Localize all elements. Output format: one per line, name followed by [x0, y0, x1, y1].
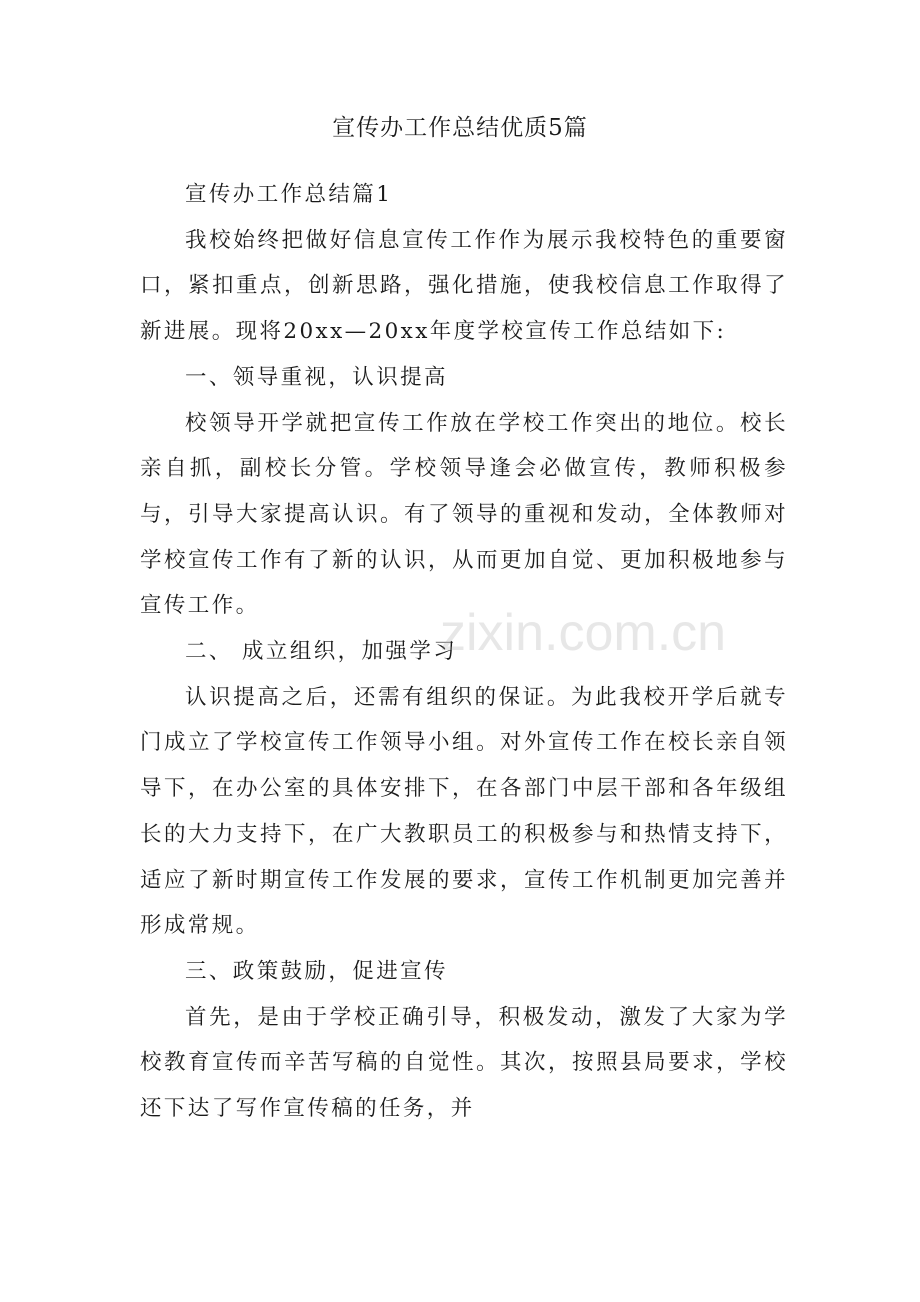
paragraph-1: 校领导开学就把宣传工作放在学校工作突出的地位。校长亲自抓，副校长分管。学校领导逢会必做宣传，教师积极参与，引导大家提高认识。有了领导的重视和发动，全体教师对学校宣传工作有了新的认识，从而更加自觉、更加积极地参与宣传工作。 — [140, 410, 788, 619]
heading-2: 二、 成立组织，加强学习 — [185, 639, 458, 665]
watermark: zixin.com.cn — [440, 604, 727, 662]
paragraph-intro: 我校始终把做好信息宣传工作作为展示我校特色的重要窗口，紧扣重点，创新思路，强化措施，使我校信息工作取得了新进展。现将20xx—20xx年度学校宣传工作总结如下: — [140, 227, 788, 345]
section-title: 宣传办工作总结篇1 — [185, 182, 393, 207]
paragraph-3: 首先，是由于学校正确引导，积极发动，激发了大家为学校教育宣传而辛苦写稿的自觉性。其次，按照县局要求，学校还下达了写作宣传稿的任务，并 — [140, 1004, 788, 1122]
document-body — [140, 172, 788, 1132]
heading-1: 一、领导重视，认识提高 — [185, 364, 448, 390]
heading-3: 三、政策鼓励，促进宣传 — [185, 958, 448, 984]
paragraph-2: 认识提高之后，还需有组织的保证。为此我校开学后就专门成立了学校宣传工作领导小组。对外宣传工作在校长亲自领导下，在办公室的具体安排下，在各部门中层干部和各年级组长的大力支持下，在广大教职员工的积极参与和热情支持下，适应了新时期宣传工作发展的要求，宣传工作机制更加完善并形成常规。 — [140, 684, 788, 939]
document-title: 宣传办工作总结优质5篇 — [332, 115, 588, 141]
